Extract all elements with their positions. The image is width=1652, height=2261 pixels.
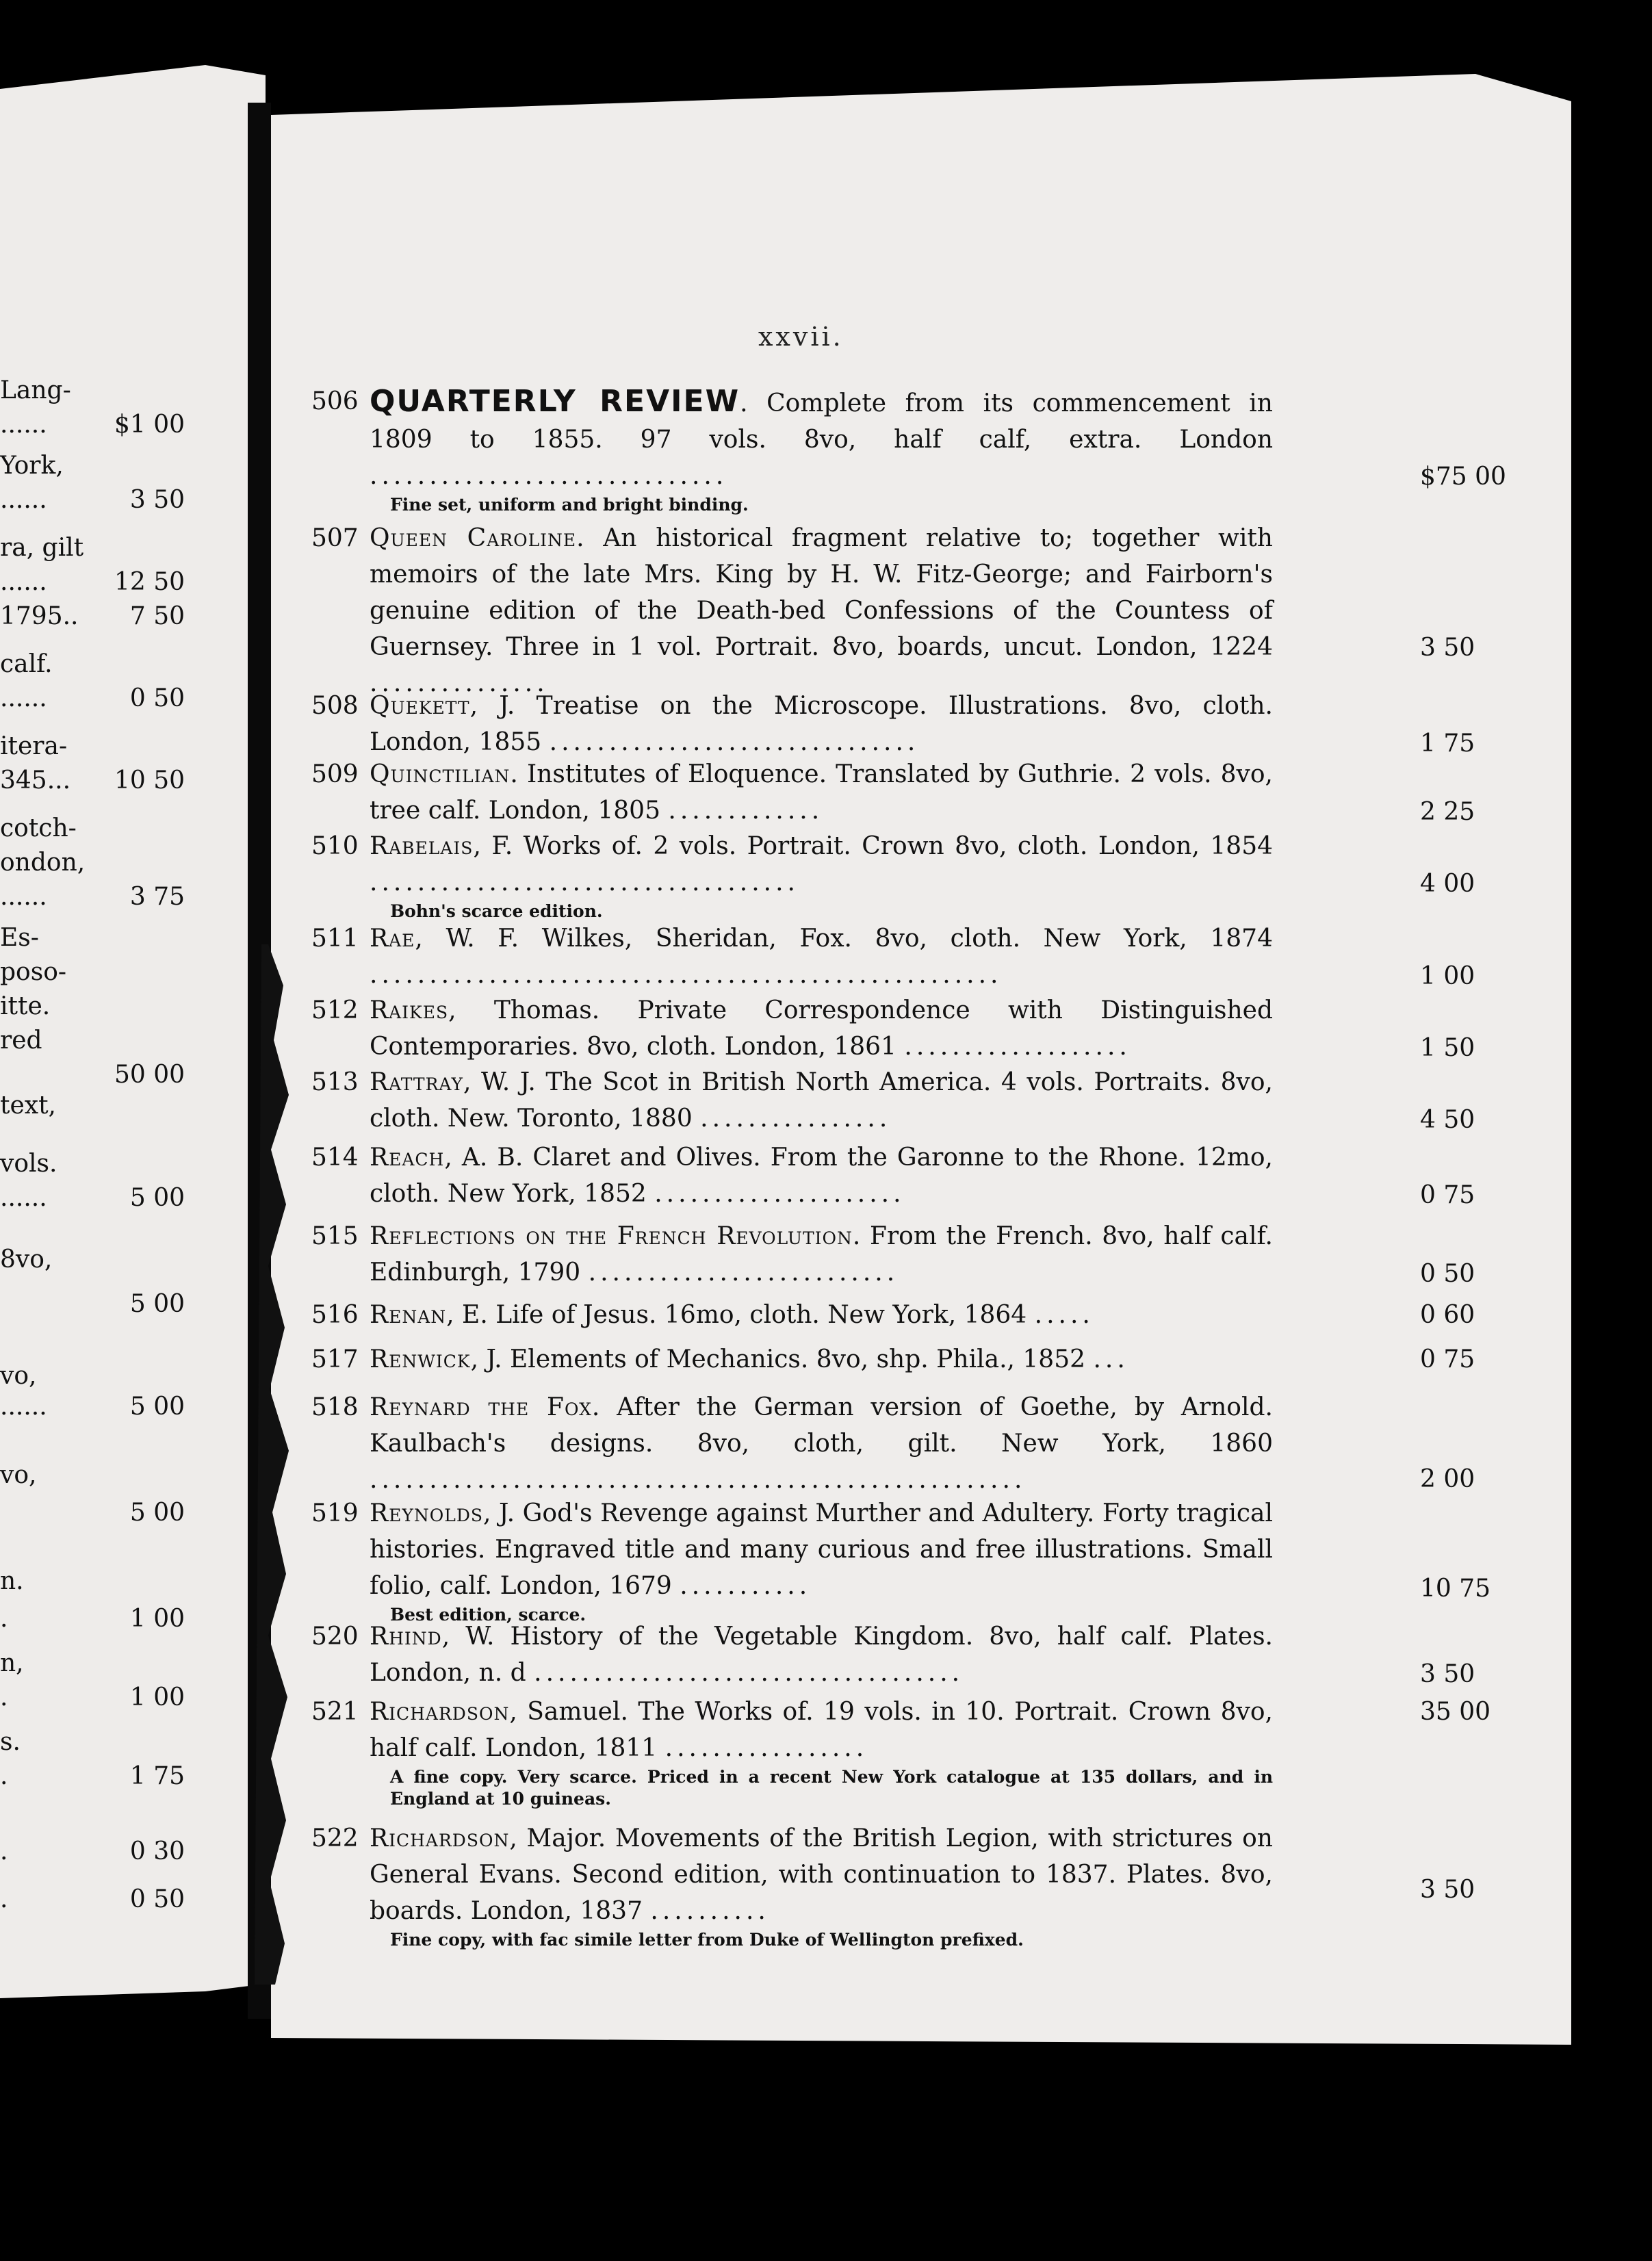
entry-text: . An historical fragment relative to; together with memoirs of the late Mrs. King by H. W. Fitz-George; and Fairborn's genuine edition of the Death-bed Confessions of the Countess of Guernsey. Three in 1 vol. Portrait. 8vo, boards, uncut. London, 1224 bbox=[370, 524, 1273, 661]
entry-heading: Rattray bbox=[370, 1068, 463, 1096]
entry-price: 0 75 bbox=[1420, 1345, 1475, 1373]
entry-number: 506 bbox=[311, 387, 359, 415]
entry-heading: Queen Caroline bbox=[370, 524, 577, 552]
entry-heading: Renwick bbox=[370, 1345, 471, 1373]
left-line-text: text, bbox=[0, 1091, 56, 1120]
entry-heading: Reynard the Fox bbox=[370, 1393, 592, 1421]
left-line-text: vo, bbox=[0, 1461, 37, 1489]
entry-description bbox=[370, 1495, 1273, 1626]
left-line-text: ...... bbox=[0, 1184, 47, 1212]
entry-number: 514 bbox=[311, 1144, 359, 1172]
entry-heading: Richardson bbox=[370, 1698, 510, 1726]
entry-leader-dots: ............. bbox=[668, 797, 824, 825]
entry-description bbox=[370, 1064, 1273, 1137]
left-line-text: 8vo, bbox=[0, 1245, 53, 1274]
left-line-text: ...... bbox=[0, 883, 47, 911]
left-line-text: itte. bbox=[0, 992, 51, 1020]
entry-text: . Complete from its commencement in 1809 to 1855. 97 vols. 8vo, half calf, extra. London bbox=[370, 389, 1273, 454]
left-line-text: Lang- bbox=[0, 376, 71, 404]
entry-heading: Reach bbox=[370, 1144, 445, 1172]
left-line-text: ...... bbox=[0, 568, 47, 596]
entry-leader-dots: ..... bbox=[1034, 1301, 1094, 1329]
left-line-price: 0 30 bbox=[129, 1837, 185, 1865]
left-line-price: 10 50 bbox=[114, 766, 185, 794]
left-line-text: . bbox=[0, 1683, 8, 1711]
entry-note: Best edition, scarce. bbox=[390, 1605, 586, 1625]
entry-price: 4 50 bbox=[1420, 1106, 1475, 1134]
entry-price: 3 50 bbox=[1420, 1660, 1475, 1688]
entry-description bbox=[370, 383, 1273, 516]
left-line-text: ra, gilt bbox=[0, 534, 84, 562]
left-line-text: vo, bbox=[0, 1362, 37, 1390]
entry-number: 510 bbox=[311, 832, 359, 860]
left-line-text: ...... bbox=[0, 486, 47, 514]
left-line-text: n, bbox=[0, 1649, 24, 1677]
left-line-price: 3 50 bbox=[129, 486, 185, 514]
entry-heading: Quekett bbox=[370, 692, 470, 720]
entry-price: 4 00 bbox=[1420, 870, 1475, 898]
entry-number: 515 bbox=[311, 1222, 359, 1250]
left-line-text: 1795.. bbox=[0, 602, 79, 630]
entry-heading: Renan bbox=[370, 1301, 447, 1329]
left-line-text: calf. bbox=[0, 650, 53, 678]
left-line-text: York, bbox=[0, 452, 64, 480]
entry-text: , W. J. The Scot in British North America. 4 vols. Portraits. 8vo, cloth. New. Toronto, 1880 bbox=[370, 1068, 1273, 1133]
entry-price: 3 50 bbox=[1420, 1876, 1475, 1904]
left-line-text: . bbox=[0, 1605, 8, 1633]
left-line-price: 50 00 bbox=[114, 1061, 185, 1089]
entry-description bbox=[370, 828, 1273, 922]
entry-leader-dots: ............... bbox=[370, 669, 549, 697]
entry-leader-dots: ....................................................... bbox=[370, 1466, 1027, 1494]
entry-description bbox=[370, 1618, 1273, 1691]
entry-heading: Rae bbox=[370, 925, 415, 953]
left-line-price: 1 75 bbox=[129, 1762, 185, 1790]
left-line-price: 5 00 bbox=[129, 1393, 185, 1421]
entry-text: , Samuel. The Works of. 19 vols. in 10. Portrait. Crown 8vo, half calf. London, 1811 bbox=[370, 1698, 1273, 1762]
entry-leader-dots: ..................................................... bbox=[370, 961, 1003, 989]
left-line-price: 7 50 bbox=[129, 602, 185, 630]
entry-number: 517 bbox=[311, 1345, 359, 1373]
entry-price: 2 00 bbox=[1420, 1465, 1475, 1493]
entry-price: 35 00 bbox=[1420, 1698, 1491, 1726]
left-line-text: . bbox=[0, 1837, 8, 1865]
left-line-text: ondon, bbox=[0, 849, 86, 877]
entry-text: . After the German version of Goethe, by Arnold. Kaulbach's designs. 8vo, cloth, gilt. New York, 1860 bbox=[370, 1393, 1273, 1458]
entry-number: 522 bbox=[311, 1824, 359, 1852]
left-line-text: 345... bbox=[0, 766, 71, 794]
entry-description bbox=[370, 1820, 1273, 1951]
entry-note: A fine copy. Very scarce. Priced in a recent New York catalogue at 135 dollars, and in England at 10 guineas. bbox=[390, 1767, 1273, 1809]
entry-description bbox=[370, 1297, 1273, 1333]
entry-note: Bohn's scarce edition. bbox=[390, 901, 603, 921]
entry-text: , F. Works of. 2 vols. Portrait. Crown 8vo, cloth. London, 1854 bbox=[473, 832, 1273, 860]
left-line-price: 3 75 bbox=[129, 883, 185, 911]
entry-number: 513 bbox=[311, 1068, 359, 1096]
entry-number: 521 bbox=[311, 1698, 359, 1726]
entry-number: 511 bbox=[311, 925, 359, 953]
entry-note: Fine set, uniform and bright binding. bbox=[390, 495, 749, 515]
entry-leader-dots: ................ bbox=[700, 1104, 892, 1133]
entry-text: , J. Treatise on the Microscope. Illustrations. 8vo, cloth. London, 1855 bbox=[370, 692, 1273, 756]
left-line-price: 12 50 bbox=[114, 568, 185, 596]
left-page bbox=[0, 0, 266, 2261]
page-number: xxvii. bbox=[758, 322, 844, 352]
entry-number: 520 bbox=[311, 1623, 359, 1651]
left-line-price: 5 00 bbox=[129, 1184, 185, 1212]
entry-heading: Reynolds bbox=[370, 1499, 484, 1527]
entry-leader-dots: .............................. bbox=[370, 462, 728, 490]
entry-number: 512 bbox=[311, 996, 359, 1024]
left-line-price: 5 00 bbox=[129, 1499, 185, 1527]
entry-price: 1 75 bbox=[1420, 729, 1475, 758]
entry-heading: Rabelais bbox=[370, 832, 474, 860]
entry-number: 516 bbox=[311, 1301, 359, 1329]
left-line-text: . bbox=[0, 1762, 8, 1790]
entry-heading: Quinctilian bbox=[370, 760, 511, 788]
left-line-text: n. bbox=[0, 1567, 24, 1595]
left-line-price: 0 50 bbox=[129, 684, 185, 712]
entry-price: 0 60 bbox=[1420, 1301, 1475, 1329]
entry-number: 509 bbox=[311, 760, 359, 788]
entry-leader-dots: ................. bbox=[664, 1734, 868, 1762]
entry-leader-dots: .................................... bbox=[534, 1659, 964, 1687]
entry-price: 1 50 bbox=[1420, 1034, 1475, 1062]
left-line-text: itera- bbox=[0, 732, 68, 760]
entry-number: 508 bbox=[311, 692, 359, 720]
entry-number: 519 bbox=[311, 1499, 359, 1527]
entry-price: 2 25 bbox=[1420, 798, 1475, 826]
entry-number: 518 bbox=[311, 1393, 359, 1421]
entry-heading: Raikes bbox=[370, 996, 449, 1024]
left-line-text: cotch- bbox=[0, 814, 77, 842]
left-line-text: red bbox=[0, 1026, 42, 1055]
entry-text: . From the French. 8vo, half calf. Edinburgh, 1790 bbox=[370, 1222, 1273, 1287]
left-line-text: ...... bbox=[0, 684, 47, 712]
entry-leader-dots: ... bbox=[1093, 1345, 1129, 1373]
entry-description bbox=[370, 688, 1273, 760]
entry-note: Fine copy, with fac simile letter from Duke of Wellington prefixed. bbox=[390, 1930, 1024, 1950]
entry-description bbox=[370, 1341, 1273, 1378]
left-line-price: 1 00 bbox=[129, 1605, 185, 1633]
entry-description bbox=[370, 1218, 1273, 1291]
left-line-price: 0 50 bbox=[129, 1885, 185, 1913]
left-line-price: 5 00 bbox=[129, 1290, 185, 1318]
left-line-text: ...... bbox=[0, 411, 47, 439]
left-line-text: ...... bbox=[0, 1393, 47, 1421]
left-line-text: . bbox=[0, 1885, 8, 1913]
entry-leader-dots: .................................... bbox=[370, 868, 799, 896]
entry-leader-dots: ........... bbox=[680, 1572, 812, 1600]
entry-price: 0 75 bbox=[1420, 1181, 1475, 1209]
entry-number: 507 bbox=[311, 524, 359, 552]
entry-description bbox=[370, 1694, 1273, 1810]
left-line-price: 1 00 bbox=[129, 1683, 185, 1711]
entry-heading: Rhind bbox=[370, 1623, 442, 1651]
entry-text: , J. Elements of Mechanics. 8vo, shp. Phila., 1852 bbox=[470, 1345, 1094, 1373]
left-line-text: poso- bbox=[0, 958, 67, 986]
left-line-text: vols. bbox=[0, 1150, 57, 1178]
left-line-text: Es- bbox=[0, 924, 39, 952]
entry-text: , W. F. Wilkes, Sheridan, Fox. 8vo, cloth. New York, 1874 bbox=[415, 925, 1273, 953]
entry-description bbox=[370, 920, 1273, 993]
entry-text: , J. God's Revenge against Murther and Adultery. Forty tragical histories. Engraved title and many curious and free illustrations. Small folio, calf. London, 1679 bbox=[370, 1499, 1273, 1600]
entry-heading: Reflections on the French Revolution bbox=[370, 1222, 853, 1250]
entry-description bbox=[370, 992, 1273, 1065]
entry-text: , A. B. Claret and Olives. From the Garonne to the Rhone. 12mo, cloth. New York, 1852 bbox=[370, 1144, 1273, 1208]
entry-price: 0 50 bbox=[1420, 1260, 1475, 1288]
entry-leader-dots: ................... bbox=[904, 1033, 1131, 1061]
entry-text: , E. Life of Jesus. 16mo, cloth. New York, 1864 bbox=[446, 1301, 1035, 1329]
left-line-price: $1 00 bbox=[114, 411, 185, 439]
torn-page-edge bbox=[241, 944, 302, 1985]
entry-heading: Richardson bbox=[370, 1824, 510, 1852]
entry-description bbox=[370, 756, 1273, 829]
entry-text: , Major. Movements of the British Legion, with strictures on General Evans. Second edition, with continuation to 1837. Plates. 8vo, boards. London, 1837 bbox=[370, 1824, 1273, 1925]
entry-leader-dots: ..................... bbox=[654, 1180, 905, 1208]
entry-text: , W. History of the Vegetable Kingdom. 8vo, half calf. Plates. London, n. d bbox=[370, 1623, 1273, 1687]
entry-leader-dots: .......................... bbox=[588, 1258, 899, 1287]
entry-leader-dots: ............................... bbox=[549, 728, 920, 756]
entry-heading: QUARTERLY REVIEW bbox=[370, 384, 740, 419]
entry-description bbox=[370, 1139, 1273, 1212]
left-line-text: s. bbox=[0, 1728, 21, 1756]
entry-price: 1 00 bbox=[1420, 962, 1475, 990]
entry-text: . Institutes of Eloquence. Translated by Guthrie. 2 vols. 8vo, tree calf. London, 1805 bbox=[370, 760, 1273, 825]
entry-description bbox=[370, 520, 1273, 701]
entry-description bbox=[370, 1389, 1273, 1498]
entry-price: 10 75 bbox=[1420, 1575, 1491, 1603]
entry-text: , Thomas. Private Correspondence with Distinguished Contemporaries. 8vo, cloth. London, 1861 bbox=[370, 996, 1273, 1061]
entry-price: $75 00 bbox=[1420, 463, 1506, 491]
entry-price: 3 50 bbox=[1420, 634, 1475, 662]
entry-leader-dots: .......... bbox=[650, 1897, 770, 1925]
